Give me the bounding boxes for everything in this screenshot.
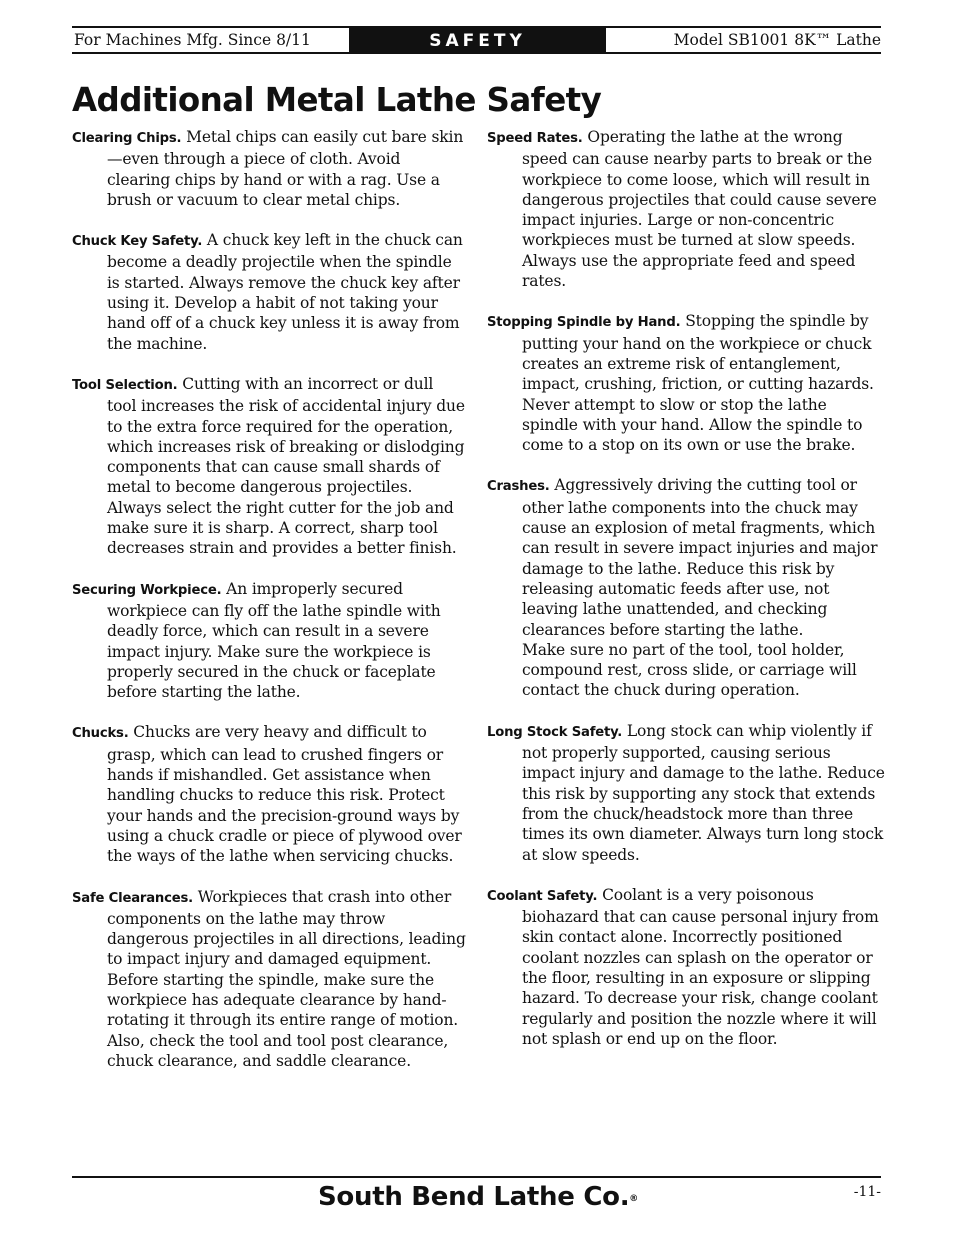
item-text: Metal chips can easily cut bare skin—even through a piece of cloth. Avoid clearing chips by hand or with a rag. Use a brush or vacuum to clear metal chips.: [107, 128, 464, 209]
safety-item-tool-selection: [72, 374, 467, 559]
item-label: Stopping Spindle by Hand.: [487, 315, 681, 331]
item-text: An improperly secured workpiece can fly off the lathe spindle with deadly force, which can result in a severe impact injury. Make sure the workpiece is properly secured in the chuck or faceplate before starting the lathe.: [107, 579, 441, 702]
item-label: Tool Selection.: [72, 377, 178, 393]
header-section-title: SAFETY: [349, 28, 606, 52]
item-text: Stopping the spindle by putting your hand on the workpiece or chuck creates an extreme risk of entanglement, impact, crushing, friction, or cutting hazards. Never attempt to slow or stop the lathe spindle with your hand. Allow the spindle to come to a stop on its own or use the brake.: [522, 312, 874, 455]
brand-name: South Bend Lathe Co.: [318, 1182, 630, 1212]
safety-item-chucks: [72, 722, 467, 866]
item-label: Coolant Safety.: [487, 888, 598, 904]
item-label: Safe Clearances.: [72, 890, 193, 906]
item-label: Long Stock Safety.: [487, 724, 623, 740]
item-label: Chuck Key Safety.: [72, 234, 203, 250]
brand-logo: [318, 1178, 638, 1216]
item-label: Crashes.: [487, 479, 550, 495]
header-model: Model SB1001 8K™ Lathe: [673, 31, 881, 49]
safety-item-crashes: [487, 475, 885, 700]
item-label: Securing Workpiece.: [72, 582, 222, 598]
safety-item-long-stock: [487, 721, 885, 865]
item-text: A chuck key left in the chuck can become a deadly projectile when the spindle is started. Always remove the chuck key after using it. Develop a habit of not taking your hand off of a chuck key unless it is away from the machine.: [107, 231, 463, 353]
safety-item-chuck-key: [72, 230, 467, 354]
page-number: -11-: [853, 1184, 881, 1200]
item-text: Operating the lathe at the wrong speed can cause nearby parts to break or the workpiece to come loose, which will result in dangerous projectiles that could cause severe impact injuries. Large or non-concentric workpieces must be turned at slow speeds. Always use the appropriate feed and speed rates.: [522, 128, 877, 291]
item-text: Long stock can whip violently if not properly supported, causing serious impact injury and damage to the lathe. Reduce this risk by supporting any stock that extends from the chuck/headstock more than three times its own diameter. Always turn long stock at slow speeds.: [522, 721, 885, 864]
safety-item-securing-workpiece: [72, 579, 467, 703]
item-label: Chucks.: [72, 726, 129, 742]
item-text: Coolant is a very poisonous biohazard that can cause personal injury from skin contact alone. Incorrectly positioned coolant nozzles can splash on the operator or the floor, resulting in an exposure or slipping hazard. To decrease your risk, change coolant regularly and position the nozzle where it will not splash or end up on the floor.: [522, 885, 879, 1048]
page-title: Additional Metal Lathe Safety: [72, 81, 602, 119]
page-header: [72, 26, 881, 54]
safety-item-clearing-chips: [72, 127, 467, 210]
safety-item-coolant: [487, 885, 885, 1049]
item-label: Speed Rates.: [487, 131, 583, 146]
left-column: [72, 127, 467, 1091]
safety-item-stopping-spindle: [487, 311, 885, 455]
right-column: [487, 127, 885, 1069]
header-machines-note: For Machines Mfg. Since 8/11: [74, 31, 311, 49]
safety-item-safe-clearances: [72, 887, 467, 1072]
item-text: Cutting with an incorrect or dull tool increases the risk of accidental injury due to the extra force required for the operation, which increases risk of breaking or dislodging components that can cause small shards of metal to become dangerous projectiles. Always select the right cutter for the job and make sure it is sharp. A correct, sharp tool decreases strain and provides a better finish.: [107, 374, 465, 558]
registered-mark: ®: [629, 1194, 638, 1204]
item-label: Clearing Chips.: [72, 131, 182, 146]
item-text-continued: Make sure no part of the tool, tool holder, compound rest, cross slide, or carriage will contact the chuck during operation.: [522, 640, 857, 700]
item-text: Chucks are very heavy and difficult to grasp, which can lead to crushed fingers or hands if mishandled. Get assistance when handling chucks to reduce this risk. Protect your hands and the precision-ground ways by using a chuck cradle or piece of plywood over the ways of the lathe when servicing chucks.: [107, 723, 462, 866]
item-text: Workpieces that crash into other components on the lathe may throw dangerous projectiles in all directions, leading to impact injury and damaged equipment. Before starting the spindle, make sure the workpiece has adequate clearance by hand-rotating it through its entire range of motion. Also, check the tool and tool post clearance, chuck clearance, and saddle clearance.: [107, 887, 466, 1070]
safety-item-speed-rates: [487, 127, 885, 291]
item-text: Aggressively driving the cutting tool or other lathe components into the chuck may cause an explosion of metal fragments, which can result in severe impact injuries and major damage to the lathe. Reduce this risk by releasing automatic feeds after use, not leaving lathe unattended, and checking clearances before starting the lathe.: [522, 476, 878, 639]
